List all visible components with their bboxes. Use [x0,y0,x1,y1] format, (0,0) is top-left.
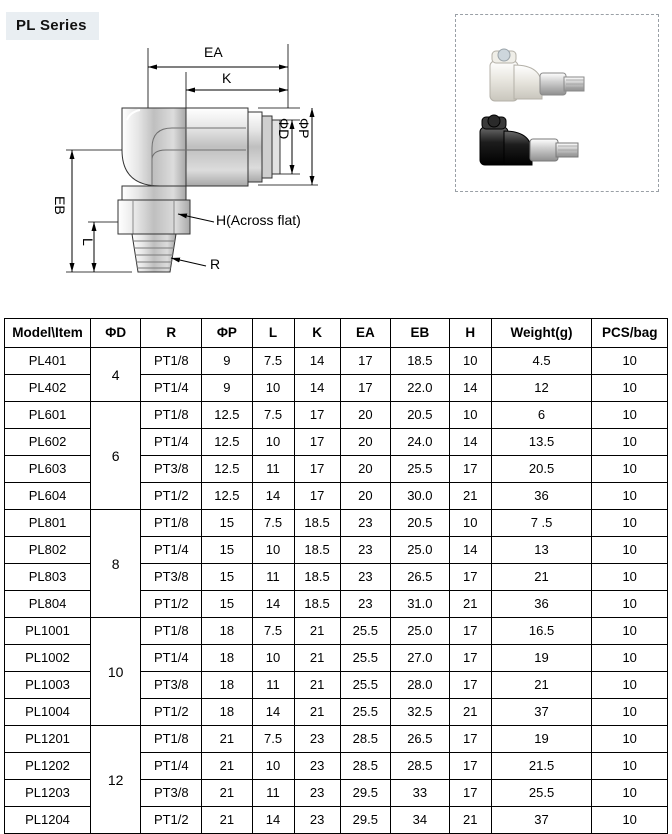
cell-od: 6 [91,402,141,510]
th-model: Model\Item [5,319,91,348]
cell-h: 21 [449,699,491,726]
cell-ea: 20 [340,429,390,456]
cell-model: PL402 [5,375,91,402]
spec-table [4,318,668,834]
th-od: ΦD [91,319,141,348]
table-row [5,402,668,429]
cell-k: 14 [294,348,340,375]
cell-l: 10 [252,429,294,456]
cell-pcs: 10 [592,645,668,672]
cell-eb: 25.5 [391,456,450,483]
cell-r: PT1/8 [141,348,202,375]
cell-weight: 12 [491,375,592,402]
cell-ea: 17 [340,348,390,375]
cell-r: PT1/2 [141,591,202,618]
th-eb: EB [391,319,450,348]
cell-op: 9 [202,348,252,375]
cell-model: PL1003 [5,672,91,699]
cell-model: PL1002 [5,645,91,672]
cell-op: 18 [202,699,252,726]
cell-ea: 28.5 [340,753,390,780]
cell-r: PT1/4 [141,429,202,456]
cell-k: 18.5 [294,564,340,591]
cell-r: PT1/8 [141,510,202,537]
cell-l: 7.5 [252,348,294,375]
cell-eb: 34 [391,807,450,834]
cell-pcs: 10 [592,672,668,699]
cell-model: PL601 [5,402,91,429]
cell-r: PT1/4 [141,375,202,402]
cell-weight: 13 [491,537,592,564]
cell-r: PT3/8 [141,456,202,483]
cell-op: 18 [202,672,252,699]
cell-weight: 37 [491,699,592,726]
cell-h: 17 [449,672,491,699]
cell-weight: 4.5 [491,348,592,375]
cell-op: 15 [202,591,252,618]
cell-k: 17 [294,456,340,483]
cell-r: PT1/8 [141,618,202,645]
cell-op: 9 [202,375,252,402]
cell-r: PT3/8 [141,564,202,591]
table-header-row [5,319,668,348]
cell-eb: 20.5 [391,402,450,429]
cell-eb: 31.0 [391,591,450,618]
cell-h: 17 [449,780,491,807]
cell-eb: 25.0 [391,537,450,564]
cell-op: 18 [202,618,252,645]
cell-h: 17 [449,618,491,645]
th-l: L [252,319,294,348]
cell-model: PL1202 [5,753,91,780]
table-row [5,510,668,537]
cell-model: PL1203 [5,780,91,807]
cell-model: PL401 [5,348,91,375]
cell-model: PL1001 [5,618,91,645]
cell-weight: 20.5 [491,456,592,483]
cell-l: 7.5 [252,726,294,753]
cell-weight: 36 [491,483,592,510]
th-pcs: PCS/bag [592,319,668,348]
cell-h: 17 [449,753,491,780]
cell-k: 17 [294,402,340,429]
cell-ea: 23 [340,537,390,564]
cell-model: PL1201 [5,726,91,753]
cell-pcs: 10 [592,429,668,456]
cell-h: 10 [449,348,491,375]
cell-l: 10 [252,537,294,564]
cell-op: 21 [202,780,252,807]
th-r: R [141,319,202,348]
cell-ea: 28.5 [340,726,390,753]
cell-pcs: 10 [592,591,668,618]
cell-l: 10 [252,375,294,402]
dim-label-od: ΦD [276,118,292,140]
dim-label-l: L [80,238,96,246]
cell-od: 8 [91,510,141,618]
cell-weight: 37 [491,807,592,834]
cell-od: 12 [91,726,141,834]
cell-eb: 27.0 [391,645,450,672]
cell-pcs: 10 [592,510,668,537]
th-k: K [294,319,340,348]
cell-k: 23 [294,726,340,753]
cell-l: 10 [252,645,294,672]
cell-model: PL602 [5,429,91,456]
cell-op: 15 [202,564,252,591]
cell-l: 14 [252,591,294,618]
cell-ea: 20 [340,402,390,429]
cell-pcs: 10 [592,807,668,834]
cell-model: PL804 [5,591,91,618]
cell-pcs: 10 [592,618,668,645]
cell-k: 21 [294,672,340,699]
page-title: PL Series [6,12,99,40]
table-row [5,726,668,753]
cell-weight: 16.5 [491,618,592,645]
cell-op: 21 [202,753,252,780]
cell-op: 15 [202,537,252,564]
cell-pcs: 10 [592,564,668,591]
th-op: ΦP [202,319,252,348]
cell-weight: 7 .5 [491,510,592,537]
cell-l: 14 [252,807,294,834]
cell-pcs: 10 [592,456,668,483]
cell-op: 12.5 [202,429,252,456]
cell-k: 14 [294,375,340,402]
spec-table-wrapper [4,318,668,834]
cell-pcs: 10 [592,375,668,402]
cell-h: 17 [449,645,491,672]
cell-r: PT3/8 [141,780,202,807]
cell-l: 7.5 [252,510,294,537]
table-row [5,618,668,645]
cell-weight: 6 [491,402,592,429]
dim-label-r: R [210,256,221,272]
cell-ea: 23 [340,564,390,591]
cell-eb: 24.0 [391,429,450,456]
cell-h: 10 [449,402,491,429]
cell-weight: 21.5 [491,753,592,780]
cell-eb: 25.0 [391,618,450,645]
cell-r: PT1/2 [141,807,202,834]
th-weight: Weight(g) [491,319,592,348]
cell-pcs: 10 [592,537,668,564]
cell-ea: 25.5 [340,618,390,645]
product-photo-box [455,14,659,192]
cell-pcs: 10 [592,753,668,780]
cell-k: 23 [294,780,340,807]
cell-k: 21 [294,699,340,726]
table-body [5,348,668,834]
cell-pcs: 10 [592,726,668,753]
cell-eb: 18.5 [391,348,450,375]
cell-r: PT1/4 [141,537,202,564]
cell-eb: 30.0 [391,483,450,510]
cell-weight: 13.5 [491,429,592,456]
cell-eb: 22.0 [391,375,450,402]
th-ea: EA [340,319,390,348]
cell-r: PT1/2 [141,699,202,726]
cell-model: PL1004 [5,699,91,726]
cell-weight: 19 [491,645,592,672]
cell-model: PL803 [5,564,91,591]
cell-h: 17 [449,456,491,483]
cell-ea: 23 [340,510,390,537]
cell-r: PT1/4 [141,645,202,672]
cell-ea: 20 [340,483,390,510]
cell-weight: 21 [491,672,592,699]
cell-op: 12.5 [202,483,252,510]
cell-model: PL801 [5,510,91,537]
cell-eb: 20.5 [391,510,450,537]
th-h: H [449,319,491,348]
cell-r: PT1/2 [141,483,202,510]
cell-l: 14 [252,483,294,510]
cell-h: 14 [449,429,491,456]
cell-weight: 21 [491,564,592,591]
cell-h: 17 [449,726,491,753]
cell-k: 23 [294,753,340,780]
cell-k: 21 [294,645,340,672]
dim-label-op: ΦP [296,118,312,139]
cell-eb: 33 [391,780,450,807]
cell-pcs: 10 [592,402,668,429]
dim-label-h: H(Across flat) [216,212,301,228]
cell-h: 14 [449,537,491,564]
cell-ea: 29.5 [340,780,390,807]
cell-pcs: 10 [592,780,668,807]
cell-l: 11 [252,564,294,591]
cell-l: 7.5 [252,618,294,645]
cell-k: 18.5 [294,591,340,618]
cell-k: 18.5 [294,510,340,537]
dim-label-ea: EA [204,44,223,60]
cell-model: PL604 [5,483,91,510]
cell-l: 10 [252,753,294,780]
cell-op: 21 [202,726,252,753]
cell-k: 17 [294,429,340,456]
cell-weight: 19 [491,726,592,753]
cell-eb: 26.5 [391,726,450,753]
cell-ea: 29.5 [340,807,390,834]
cell-eb: 28.5 [391,753,450,780]
cell-ea: 23 [340,591,390,618]
cell-weight: 36 [491,591,592,618]
cell-k: 18.5 [294,537,340,564]
table-row [5,348,668,375]
cell-ea: 20 [340,456,390,483]
cell-h: 21 [449,591,491,618]
cell-h: 14 [449,375,491,402]
product-drawing [0,0,672,300]
cell-l: 14 [252,699,294,726]
cell-pcs: 10 [592,483,668,510]
cell-l: 11 [252,672,294,699]
cell-model: PL802 [5,537,91,564]
cell-weight: 25.5 [491,780,592,807]
cell-h: 17 [449,564,491,591]
cell-op: 18 [202,645,252,672]
cell-r: PT1/8 [141,402,202,429]
cell-k: 21 [294,618,340,645]
cell-model: PL603 [5,456,91,483]
cell-l: 7.5 [252,402,294,429]
cell-l: 11 [252,456,294,483]
cell-r: PT1/4 [141,753,202,780]
cell-op: 12.5 [202,456,252,483]
dim-label-k: K [222,70,232,86]
cell-h: 10 [449,510,491,537]
cell-ea: 25.5 [340,645,390,672]
cell-model: PL1204 [5,807,91,834]
cell-op: 15 [202,510,252,537]
cell-eb: 32.5 [391,699,450,726]
cell-pcs: 10 [592,348,668,375]
cell-k: 17 [294,483,340,510]
cell-r: PT1/8 [141,726,202,753]
cell-ea: 25.5 [340,699,390,726]
cell-op: 12.5 [202,402,252,429]
cell-eb: 28.0 [391,672,450,699]
cell-ea: 25.5 [340,672,390,699]
cell-od: 4 [91,348,141,402]
dim-label-eb: EB [52,196,68,215]
cell-eb: 26.5 [391,564,450,591]
cell-op: 21 [202,807,252,834]
cell-k: 23 [294,807,340,834]
cell-h: 21 [449,483,491,510]
cell-h: 21 [449,807,491,834]
cell-od: 10 [91,618,141,726]
cell-ea: 17 [340,375,390,402]
product-photos [456,15,656,189]
cell-r: PT3/8 [141,672,202,699]
cell-l: 11 [252,780,294,807]
cell-pcs: 10 [592,699,668,726]
